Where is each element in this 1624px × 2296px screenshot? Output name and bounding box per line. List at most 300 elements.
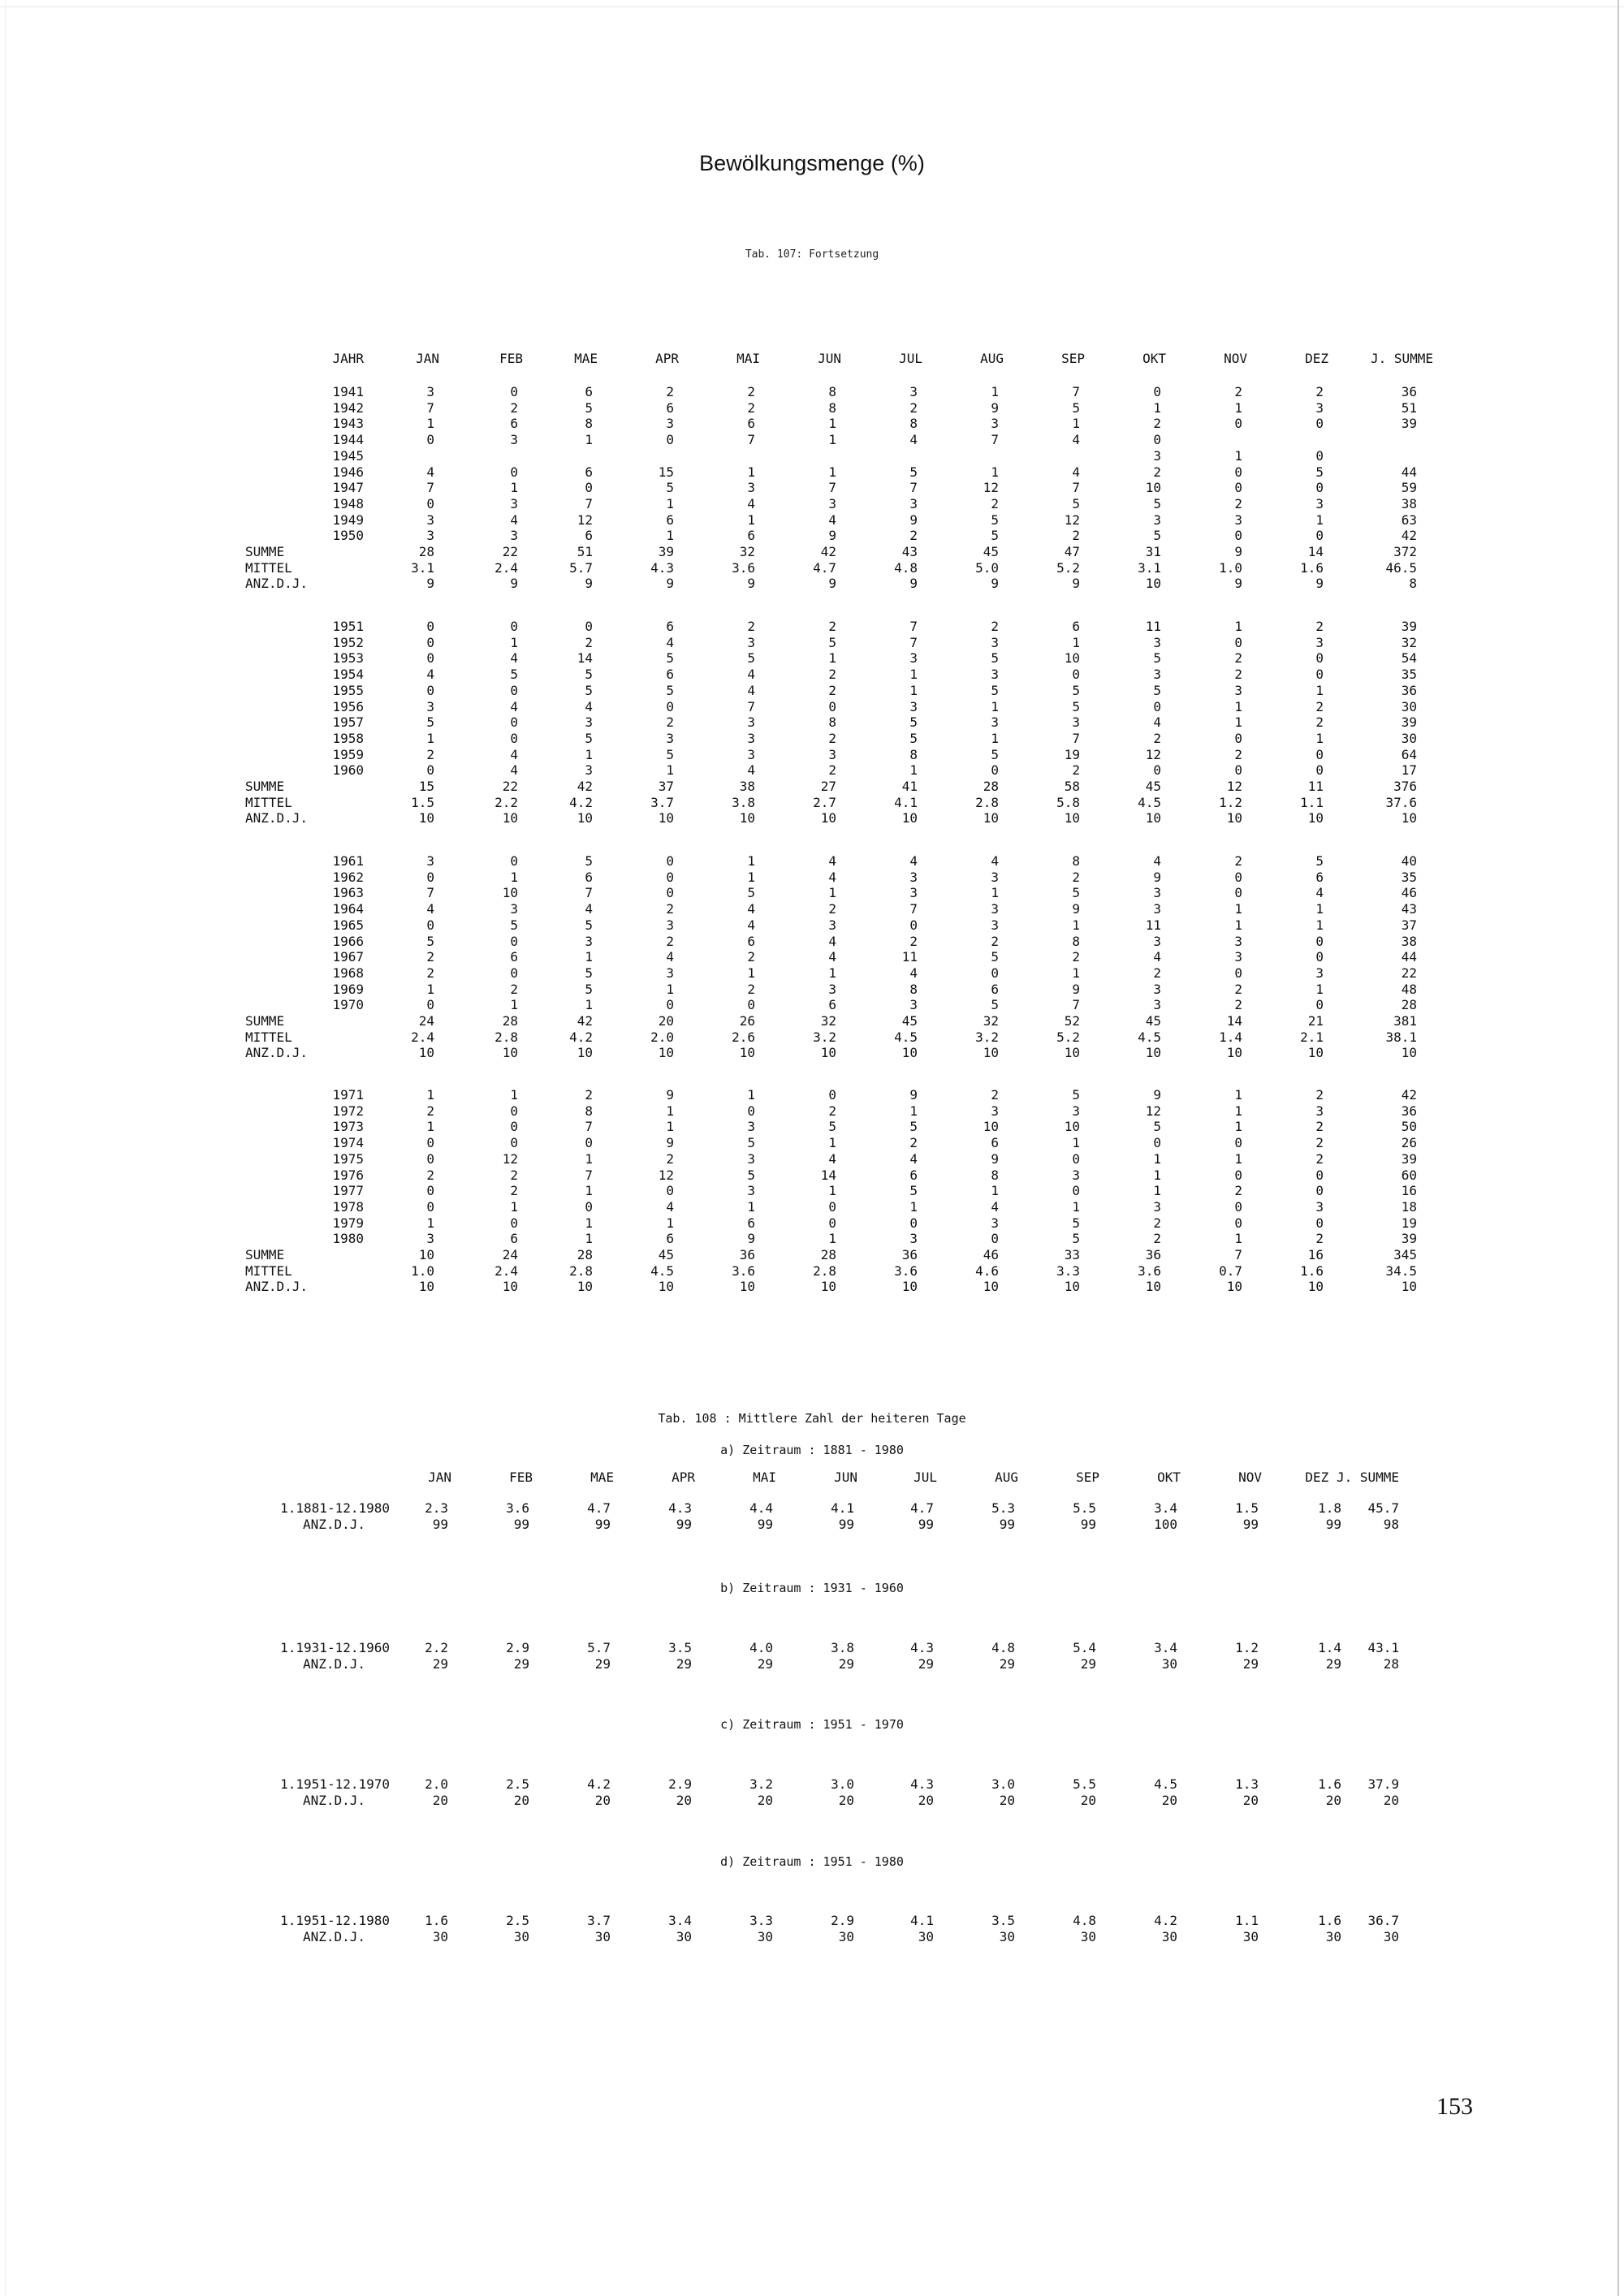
table-cell: 7 <box>585 1167 593 1183</box>
table-cell: 0 <box>1153 384 1161 399</box>
table-cell: 0 <box>666 432 674 447</box>
table-cell: 2 <box>828 667 836 682</box>
table-cell: 1 <box>666 1215 674 1231</box>
table-cell: 0 <box>1315 1215 1324 1231</box>
table-cell: 2 <box>909 400 918 416</box>
table-cell: 7 <box>909 635 918 650</box>
table-cell: 3 <box>1315 1103 1324 1119</box>
table-cell: 1 <box>747 853 755 869</box>
count-cell: 30 <box>594 1929 611 1944</box>
count-cell: 29 <box>1325 1656 1341 1672</box>
table-cell: 2 <box>1234 747 1242 762</box>
table-cell: 5 <box>585 400 593 416</box>
table-cell: 5.2 <box>1056 560 1080 576</box>
table-cell: 3 <box>828 982 836 997</box>
table-cell: 1 <box>747 870 755 885</box>
table-cell: 2 <box>991 934 999 949</box>
column-header-nov: NOV <box>1224 351 1247 366</box>
table-cell: 2.6 <box>732 1029 755 1045</box>
table-cell: 45 <box>1145 1013 1161 1029</box>
table-cell: 0 <box>1315 480 1324 495</box>
table-cell: 3 <box>991 714 999 730</box>
table-cell: 3 <box>585 934 593 949</box>
table-cell: 1 <box>510 1087 518 1103</box>
table-cell: 3.6 <box>732 560 755 576</box>
table-cell: 5 <box>909 1119 918 1134</box>
table-cell: 1.0 <box>1219 560 1242 576</box>
table-cell: 36 <box>739 1247 755 1262</box>
summe-row <box>0 1013 1624 1029</box>
table-cell: 1 <box>585 1151 593 1167</box>
table-cell: 8 <box>828 384 836 399</box>
table-cell: 5 <box>585 982 593 997</box>
column-header-mae: MAE <box>574 351 598 366</box>
table-cell: 6 <box>666 400 674 416</box>
row-label: 1942 <box>332 400 364 416</box>
table-cell: 0 <box>426 683 434 698</box>
table-cell: 9 <box>666 1087 674 1103</box>
table-cell: 0 <box>747 997 755 1012</box>
table-cell: 9 <box>909 512 918 528</box>
table-cell: 10 <box>1401 1045 1417 1060</box>
table-cell: 345 <box>1393 1247 1417 1262</box>
table-cell: 50 <box>1401 1119 1417 1134</box>
table-cell: 8 <box>909 747 918 762</box>
table-cell: 5 <box>909 731 918 746</box>
table-cell: 0 <box>666 699 674 714</box>
column-header: DEZ J. SUMME <box>1305 1470 1399 1485</box>
row-label: 1973 <box>332 1119 364 1134</box>
table-cell: 12 <box>983 480 999 495</box>
table-cell: 0 <box>1315 1167 1324 1183</box>
table-cell: 0 <box>510 1135 518 1150</box>
table-cell: 58 <box>1064 779 1080 794</box>
table-cell: 1 <box>828 464 836 480</box>
table-row <box>0 416 1624 431</box>
table-cell: 0 <box>510 1103 518 1119</box>
table-cell: 2 <box>1153 1215 1161 1231</box>
table-cell: 9 <box>510 576 518 591</box>
table-cell: 5 <box>909 714 918 730</box>
table-cell: 1 <box>991 699 999 714</box>
table-cell: 3 <box>1315 1199 1324 1215</box>
table-row <box>0 885 1624 900</box>
table-row <box>0 917 1624 933</box>
table-cell: 6 <box>585 528 593 543</box>
table-cell: 5 <box>991 949 999 965</box>
table-cell: 1 <box>909 683 918 698</box>
table-cell: 3 <box>510 901 518 917</box>
table-cell: 10 <box>658 1279 674 1294</box>
table-cell: 39 <box>1401 619 1417 634</box>
table-cell: 3 <box>747 635 755 650</box>
table-cell: 9 <box>909 576 918 591</box>
table-cell: 5 <box>1153 1119 1161 1134</box>
table-cell: 39 <box>1401 1231 1417 1246</box>
table-cell: 1 <box>1234 619 1242 634</box>
table-cell: 5 <box>747 1135 755 1150</box>
table-cell: 10 <box>739 810 755 826</box>
table-cell: 0 <box>909 917 918 933</box>
table-cell: 2 <box>1153 1231 1161 1246</box>
table-cell: 4 <box>991 853 999 869</box>
row-label: 1960 <box>332 762 364 778</box>
table-cell: 5 <box>1072 1087 1080 1103</box>
table-cell: 0 <box>1234 480 1242 495</box>
table-cell: 1 <box>1234 714 1242 730</box>
table-cell: 5 <box>1072 1231 1080 1246</box>
table-cell: 3 <box>909 885 918 900</box>
table-cell: 5 <box>1315 464 1324 480</box>
table-cell: 1 <box>1072 965 1080 981</box>
table-cell: 14 <box>1226 1013 1242 1029</box>
table-cell: 28 <box>983 779 999 794</box>
table-row <box>0 1103 1624 1119</box>
table-cell: 0.7 <box>1219 1263 1242 1279</box>
count-cell: 99 <box>432 1517 448 1532</box>
table-cell: 0 <box>510 384 518 399</box>
table-cell: 3.2 <box>975 1029 999 1045</box>
table-cell: 0 <box>1072 1151 1080 1167</box>
row-label: 1945 <box>332 448 364 464</box>
mean-cell: 45.7 <box>1367 1500 1399 1516</box>
mean-cell: 3.8 <box>831 1640 854 1655</box>
table-cell: 15 <box>658 464 674 480</box>
table-cell: 7 <box>1072 480 1080 495</box>
table-cell: 3 <box>991 667 999 682</box>
mean-cell: 36.7 <box>1367 1913 1399 1928</box>
table-cell: 3.3 <box>1056 1263 1080 1279</box>
table-cell: 4.5 <box>650 1263 674 1279</box>
summe-row <box>0 1247 1624 1262</box>
table-cell: 10 <box>820 1279 836 1294</box>
table-cell: 6 <box>747 416 755 431</box>
table-cell: 4 <box>585 901 593 917</box>
table-cell: 0 <box>991 965 999 981</box>
table-cell: 9 <box>828 528 836 543</box>
count-cell: 20 <box>1080 1793 1096 1808</box>
table-cell: 3 <box>1315 965 1324 981</box>
table-cell: 1 <box>1153 1151 1161 1167</box>
table-cell: 1 <box>1315 512 1324 528</box>
table-cell: 2.1 <box>1300 1029 1324 1045</box>
table-row <box>0 901 1624 917</box>
table-cell: 2 <box>1234 982 1242 997</box>
table-cell: 8 <box>1409 576 1417 591</box>
row-label: 1959 <box>332 747 364 762</box>
table-cell: 1 <box>828 1183 836 1198</box>
table-cell: 10 <box>901 1279 918 1294</box>
table-cell: 39 <box>658 544 674 559</box>
table-cell: 1 <box>828 885 836 900</box>
mean-cell: 43.1 <box>1367 1640 1399 1655</box>
column-header-okt: OKT <box>1142 351 1166 366</box>
table-cell: 1.2 <box>1219 795 1242 810</box>
table-cell: 4 <box>828 934 836 949</box>
table-cell: 0 <box>1234 1199 1242 1215</box>
table-cell: 4 <box>828 853 836 869</box>
table-cell: 5 <box>1072 1215 1080 1231</box>
table-cell: 1 <box>991 1183 999 1198</box>
row-label: 1956 <box>332 699 364 714</box>
table-cell: 3 <box>909 650 918 666</box>
table-cell: 1 <box>666 1103 674 1119</box>
table-cell: 2 <box>1234 496 1242 511</box>
table-cell: 2 <box>747 400 755 416</box>
table-cell: 7 <box>585 1119 593 1134</box>
table-cell: 10 <box>658 810 674 826</box>
row-label: 1952 <box>332 635 364 650</box>
table-cell: 32 <box>739 544 755 559</box>
table-cell: 3 <box>991 1103 999 1119</box>
table-cell: 4 <box>991 1199 999 1215</box>
table-cell: 5 <box>585 965 593 981</box>
table-cell: 0 <box>1315 1183 1324 1198</box>
table-cell: 10 <box>1226 1045 1242 1060</box>
column-header-j-summe: J. SUMME <box>1370 351 1433 366</box>
table-row <box>0 1135 1624 1150</box>
table-cell: 2 <box>1315 714 1324 730</box>
table-cell: 0 <box>909 1215 918 1231</box>
table-cell: 1 <box>991 731 999 746</box>
table-cell: 4 <box>426 901 434 917</box>
table-cell: 1 <box>1234 1087 1242 1103</box>
table-cell: 2 <box>828 1103 836 1119</box>
table-cell: 0 <box>1234 528 1242 543</box>
table-cell: 4 <box>747 667 755 682</box>
table-cell: 4 <box>1153 853 1161 869</box>
table-cell: 3 <box>426 1231 434 1246</box>
table-cell: 3 <box>1234 683 1242 698</box>
table-cell: 38 <box>739 779 755 794</box>
table-cell: 2 <box>1153 731 1161 746</box>
row-label: 1972 <box>332 1103 364 1119</box>
table-cell: 8 <box>585 416 593 431</box>
mean-cell: 3.6 <box>506 1500 529 1516</box>
table-cell: 1 <box>510 635 518 650</box>
table-cell: 31 <box>1145 544 1161 559</box>
table-cell: 10 <box>820 810 836 826</box>
table-cell: 5 <box>1153 683 1161 698</box>
table-cell: 0 <box>510 714 518 730</box>
table-cell: 3 <box>991 870 999 885</box>
table-cell: 5 <box>585 731 593 746</box>
mean-cell: 1.3 <box>1235 1776 1259 1792</box>
row-label: 1947 <box>332 480 364 495</box>
table-row <box>0 496 1624 511</box>
table-cell: 4 <box>909 1151 918 1167</box>
table-cell: 34.5 <box>1385 1263 1417 1279</box>
mean-cell: 3.4 <box>1154 1500 1177 1516</box>
table-cell: 10 <box>983 810 999 826</box>
table-cell: 4 <box>666 635 674 650</box>
table-cell: 5 <box>1153 528 1161 543</box>
table-cell: 2 <box>426 949 434 965</box>
table-cell: 7 <box>426 400 434 416</box>
table-cell: 7 <box>828 480 836 495</box>
table-cell: 0 <box>828 1199 836 1215</box>
table-cell: 35 <box>1401 870 1417 885</box>
table-cell: 1 <box>426 416 434 431</box>
row-label: 1954 <box>332 667 364 682</box>
table-cell: 0 <box>1315 448 1324 464</box>
table-cell: 7 <box>909 480 918 495</box>
table-cell: 3 <box>1153 635 1161 650</box>
table-cell: 1 <box>510 1199 518 1215</box>
counts-row <box>0 1929 1624 1944</box>
table-row <box>0 949 1624 965</box>
mean-cell: 1.6 <box>1318 1776 1341 1792</box>
counts-row <box>0 1793 1624 1808</box>
mean-cell: 4.3 <box>910 1776 934 1792</box>
mean-cell: 3.3 <box>749 1913 773 1928</box>
table-cell: 3 <box>1153 934 1161 949</box>
table-cell: 3 <box>426 853 434 869</box>
table-cell: 4 <box>426 667 434 682</box>
row-label: 1967 <box>332 949 364 965</box>
section-heading: a) Zeitraum : 1881 - 1980 <box>720 1443 904 1457</box>
table-cell: 1 <box>747 512 755 528</box>
table-cell: 5 <box>585 917 593 933</box>
table-cell: 0 <box>510 1119 518 1134</box>
table-cell: 2.2 <box>495 795 518 810</box>
table-cell: 47 <box>1064 544 1080 559</box>
table-cell: 0 <box>1315 528 1324 543</box>
table-cell: 5 <box>991 528 999 543</box>
table-cell: 10 <box>1226 1279 1242 1294</box>
row-label: 1976 <box>332 1167 364 1183</box>
row-label: ANZ.D.J. <box>245 1279 309 1294</box>
table-cell: 37 <box>658 779 674 794</box>
row-label: 1968 <box>332 965 364 981</box>
table-cell: 5 <box>1072 699 1080 714</box>
table-cell: 10 <box>577 810 593 826</box>
table-cell: 7 <box>1072 997 1080 1012</box>
table-cell: 1 <box>991 885 999 900</box>
table-cell: 36 <box>1401 384 1417 399</box>
table-cell: 45 <box>658 1247 674 1262</box>
table-cell: 1 <box>1315 901 1324 917</box>
table-cell: 2 <box>1315 1151 1324 1167</box>
table-cell: 46 <box>1401 885 1417 900</box>
table-cell: 6 <box>666 667 674 682</box>
table-cell: 2 <box>1072 762 1080 778</box>
mittel-row <box>0 795 1624 810</box>
row-label: SUMME <box>245 779 285 794</box>
table-cell: 0 <box>1315 934 1324 949</box>
row-label: 1965 <box>332 917 364 933</box>
table-cell: 1 <box>909 762 918 778</box>
table-cell: 3 <box>1234 949 1242 965</box>
table-cell: 0 <box>585 1199 593 1215</box>
table-cell: 3 <box>747 1151 755 1167</box>
mean-cell: 2.9 <box>831 1913 854 1928</box>
table-cell: 3 <box>1072 714 1080 730</box>
table-cell: 3 <box>1153 448 1161 464</box>
table-cell: 4 <box>909 853 918 869</box>
table-cell: 5 <box>666 480 674 495</box>
table-cell: 45 <box>1145 779 1161 794</box>
table-cell: 1 <box>1234 448 1242 464</box>
table-cell: 0 <box>426 762 434 778</box>
table-cell: 3 <box>1153 667 1161 682</box>
table-cell: 2 <box>666 714 674 730</box>
column-header: JUN <box>834 1470 857 1485</box>
table-cell: 7 <box>426 480 434 495</box>
column-header-mai: MAI <box>736 351 760 366</box>
table-cell: 9 <box>666 576 674 591</box>
table-cell: 0 <box>426 496 434 511</box>
table-cell: 5 <box>510 667 518 682</box>
table-cell: 0 <box>1315 650 1324 666</box>
mean-cell: 37.9 <box>1367 1776 1399 1792</box>
table-cell: 4 <box>1072 432 1080 447</box>
row-label: 1951 <box>332 619 364 634</box>
table-cell: 4.5 <box>1138 795 1161 810</box>
count-cell: 20 <box>432 1793 448 1808</box>
table-cell: 10 <box>901 810 918 826</box>
table-cell: 3 <box>1234 934 1242 949</box>
anz-label: ANZ.D.J. <box>302 1656 365 1672</box>
table-cell: 4 <box>1315 885 1324 900</box>
count-cell: 99 <box>1325 1517 1341 1532</box>
table-cell: 10 <box>1064 1119 1080 1134</box>
row-label: SUMME <box>245 1013 285 1029</box>
table-cell: 3 <box>1153 1199 1161 1215</box>
table-row <box>0 747 1624 762</box>
table-cell: 5 <box>585 853 593 869</box>
table-cell: 0 <box>1072 667 1080 682</box>
table-cell: 9 <box>747 1231 755 1246</box>
table-cell: 15 <box>418 779 434 794</box>
table-cell: 6 <box>510 949 518 965</box>
mean-cell: 4.4 <box>749 1500 773 1516</box>
table-cell: 1 <box>585 747 593 762</box>
table-row <box>0 1215 1624 1231</box>
table-cell: 9 <box>666 1135 674 1150</box>
table-cell: 1 <box>1234 1103 1242 1119</box>
table-cell: 0 <box>1234 464 1242 480</box>
table-cell: 10 <box>658 1045 674 1060</box>
table-cell: 3 <box>666 917 674 933</box>
table-cell: 2 <box>426 1167 434 1183</box>
table-cell: 28 <box>418 544 434 559</box>
table-cell: 0 <box>1234 1135 1242 1150</box>
table-cell: 1 <box>426 1087 434 1103</box>
table-cell: 0 <box>991 762 999 778</box>
page-number: 153 <box>1436 2093 1473 2120</box>
table-cell: 28 <box>502 1013 518 1029</box>
count-cell: 99 <box>838 1517 854 1532</box>
table-cell: 10 <box>1226 810 1242 826</box>
table-row <box>0 699 1624 714</box>
table-cell: 10 <box>901 1045 918 1060</box>
table-cell: 5 <box>909 1183 918 1198</box>
table-cell: 45 <box>983 544 999 559</box>
mittel-row <box>0 560 1624 576</box>
row-label: 1971 <box>332 1087 364 1103</box>
count-cell: 20 <box>1161 1793 1177 1808</box>
mean-cell: 2.9 <box>668 1776 692 1792</box>
column-header-dez: DEZ <box>1305 351 1328 366</box>
table-cell: 2 <box>585 635 593 650</box>
table-cell: 5.2 <box>1056 1029 1080 1045</box>
table-cell: 2 <box>666 1151 674 1167</box>
table-cell: 7 <box>1234 1247 1242 1262</box>
table-cell: 3 <box>747 480 755 495</box>
table-cell: 0 <box>1153 762 1161 778</box>
table-cell: 2 <box>1234 650 1242 666</box>
